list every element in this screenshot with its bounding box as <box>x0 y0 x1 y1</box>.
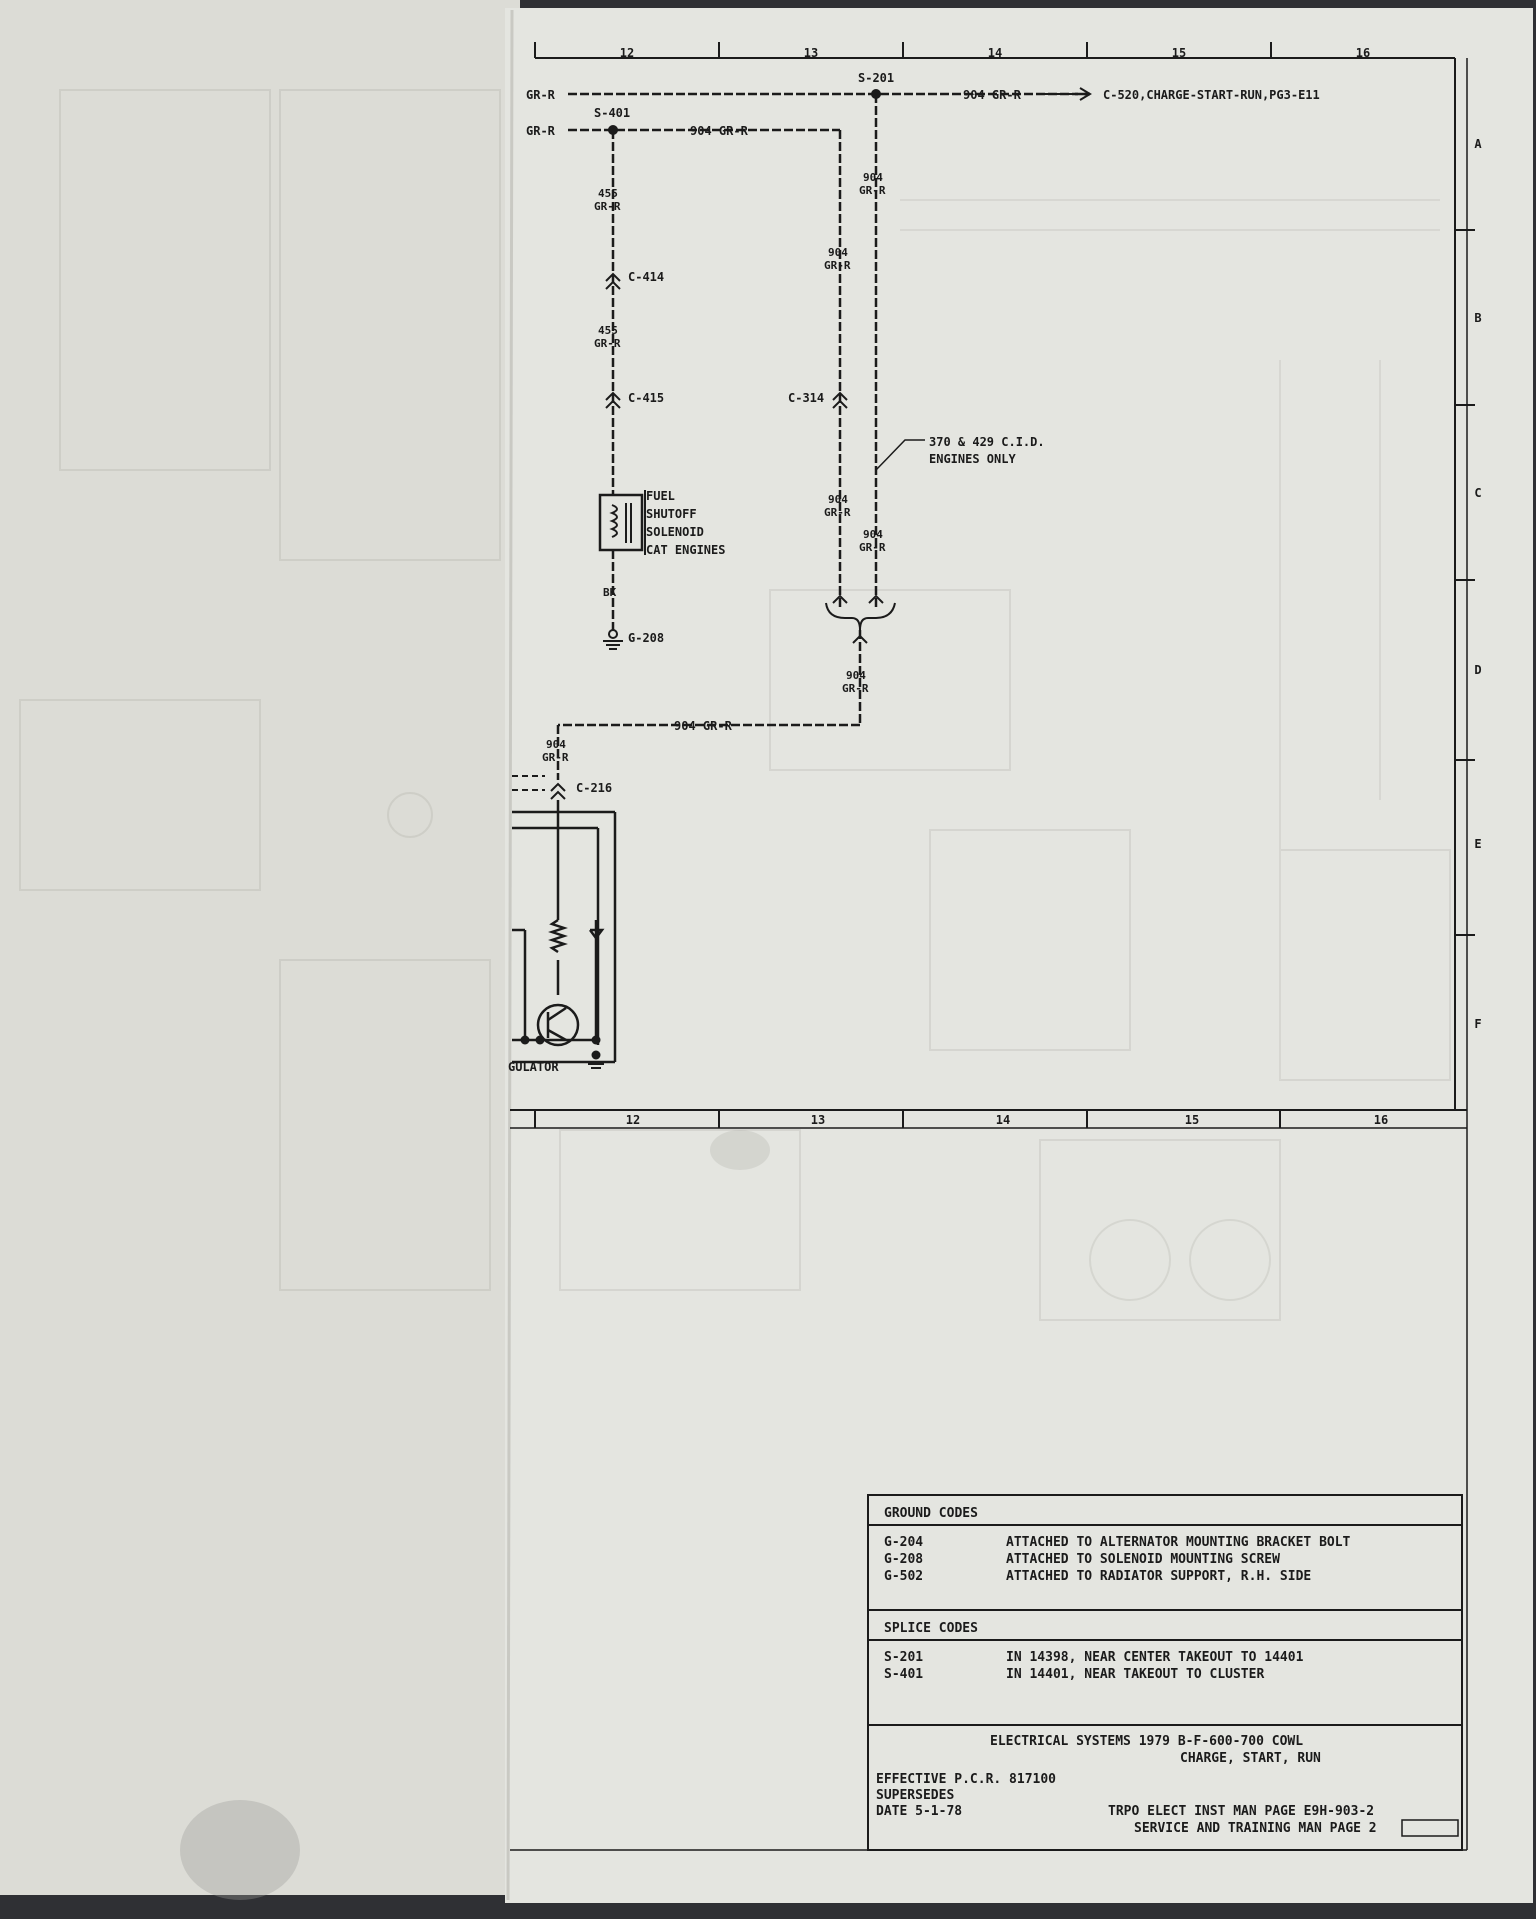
wire-label-904-v4-color: GR-R <box>859 541 886 554</box>
wire-label-904-v3-num: 904 <box>828 493 848 506</box>
solenoid-label-line3: SOLENOID <box>646 525 704 539</box>
splice-dot-s401 <box>608 125 618 135</box>
column-label-12-bottom: 12 <box>625 1113 641 1127</box>
smudge-mark <box>710 1130 770 1170</box>
effective-pcr: EFFECTIVE P.C.R. 817100 <box>876 1772 1057 1787</box>
wire-label-grr-top: GR-R <box>526 88 555 102</box>
wire-label-904-bottom: 904 GR-R <box>674 719 732 733</box>
wire-label-904-top: 904 GR-R <box>963 88 1021 102</box>
splice-dot-s201 <box>871 89 881 99</box>
splice-desc-1: IN 14398, NEAR CENTER TAKEOUT TO 14401 <box>1006 1650 1304 1665</box>
ground-code-2: G-208 <box>884 1552 924 1567</box>
ground-label-g208: G-208 <box>628 631 665 645</box>
ground-codes-title: GROUND CODES <box>884 1506 978 1521</box>
column-label-16-bottom: 16 <box>1373 1113 1389 1127</box>
title-line-2: CHARGE, START, RUN <box>1180 1751 1321 1766</box>
splice-label-s201: S-201 <box>858 71 895 85</box>
regulator-label: GULATOR <box>508 1060 559 1074</box>
splice-codes-title: SPLICE CODES <box>884 1621 978 1636</box>
row-label-e: E <box>1474 837 1482 851</box>
wire-label-904-second: 904 GR-R <box>690 124 748 138</box>
splice-desc-2: IN 14401, NEAR TAKEOUT TO CLUSTER <box>1006 1667 1265 1682</box>
row-label-d: D <box>1474 663 1482 677</box>
splice-code-2: S-401 <box>884 1667 924 1682</box>
ground-desc-3: ATTACHED TO RADIATOR SUPPORT, R.H. SIDE <box>1006 1569 1312 1584</box>
wire-label-904-v2-color: GR-R <box>824 259 851 272</box>
title-line-1: ELECTRICAL SYSTEMS 1979 B-F-600-700 COWL <box>990 1734 1304 1749</box>
fingerprint-smudge <box>180 1800 300 1900</box>
wire-label-904-v4-num: 904 <box>863 528 883 541</box>
column-label-14: 14 <box>987 46 1003 60</box>
connector-label-c314: C-314 <box>788 391 825 405</box>
date-label: DATE 5-1-78 <box>876 1804 963 1819</box>
connector-label-c415: C-415 <box>628 391 665 405</box>
column-label-13-bottom: 13 <box>810 1113 826 1127</box>
row-label-b: B <box>1474 311 1482 325</box>
wire-label-904-v1-num: 904 <box>863 171 883 184</box>
wire-label-bk: BK <box>603 586 617 599</box>
engines-note-line1: 370 & 429 C.I.D. <box>929 435 1045 449</box>
wire-label-904-v3-color: GR-R <box>824 506 851 519</box>
trpo-page: TRPO ELECT INST MAN PAGE E9H-903-2 <box>1108 1804 1375 1819</box>
wire-label-904-v1-color: GR-R <box>859 184 886 197</box>
engines-note-line2: ENGINES ONLY <box>929 452 1016 466</box>
solenoid-label-line2: SHUTOFF <box>646 507 697 521</box>
ground-desc-1: ATTACHED TO ALTERNATOR MOUNTING BRACKET BOLT <box>1006 1535 1351 1550</box>
column-label-12: 12 <box>619 46 635 60</box>
column-label-13: 13 <box>803 46 819 60</box>
row-label-c: C <box>1474 486 1482 500</box>
connector-label-c414: C-414 <box>628 270 665 284</box>
row-label-f: F <box>1474 1017 1482 1031</box>
ground-desc-2: ATTACHED TO SOLENOID MOUNTING SCREW <box>1006 1552 1280 1567</box>
row-label-a: A <box>1474 137 1482 151</box>
wire-label-904-c216-num: 904 <box>546 738 566 751</box>
left-page <box>0 0 520 1895</box>
supersedes-label: SUPERSEDES <box>876 1788 955 1803</box>
solenoid-label-line4: CAT ENGINES <box>646 543 726 557</box>
splice-label-s401: S-401 <box>594 106 631 120</box>
column-label-16: 16 <box>1355 46 1371 60</box>
wire-label-904-v5-num: 904 <box>846 669 866 682</box>
service-page: SERVICE AND TRAINING MAN PAGE 2 <box>1134 1821 1377 1836</box>
wire-label-grr-second: GR-R <box>526 124 555 138</box>
wire-label-904-c216-color: GR-R <box>542 751 569 764</box>
solenoid-label-line1: FUEL <box>646 489 675 503</box>
destination-label: C-520,CHARGE-START-RUN,PG3-E11 <box>1103 88 1320 102</box>
column-label-15: 15 <box>1171 46 1187 60</box>
ground-code-3: G-502 <box>884 1569 924 1584</box>
column-label-15-bottom: 15 <box>1184 1113 1200 1127</box>
splice-code-1: S-201 <box>884 1650 924 1665</box>
right-page <box>505 8 1533 1903</box>
wire-label-904-v5-color: GR-R <box>842 682 869 695</box>
wire-label-455-a-color: GR-R <box>594 200 621 213</box>
connector-label-c216: C-216 <box>576 781 613 795</box>
wire-label-904-v2-num: 904 <box>828 246 848 259</box>
wire-label-455-b-color: GR-R <box>594 337 621 350</box>
wire-label-455-a-num: 455 <box>598 187 618 200</box>
column-label-14-bottom: 14 <box>995 1113 1011 1127</box>
wire-label-455-b-num: 455 <box>598 324 618 337</box>
ground-code-1: G-204 <box>884 1535 924 1550</box>
